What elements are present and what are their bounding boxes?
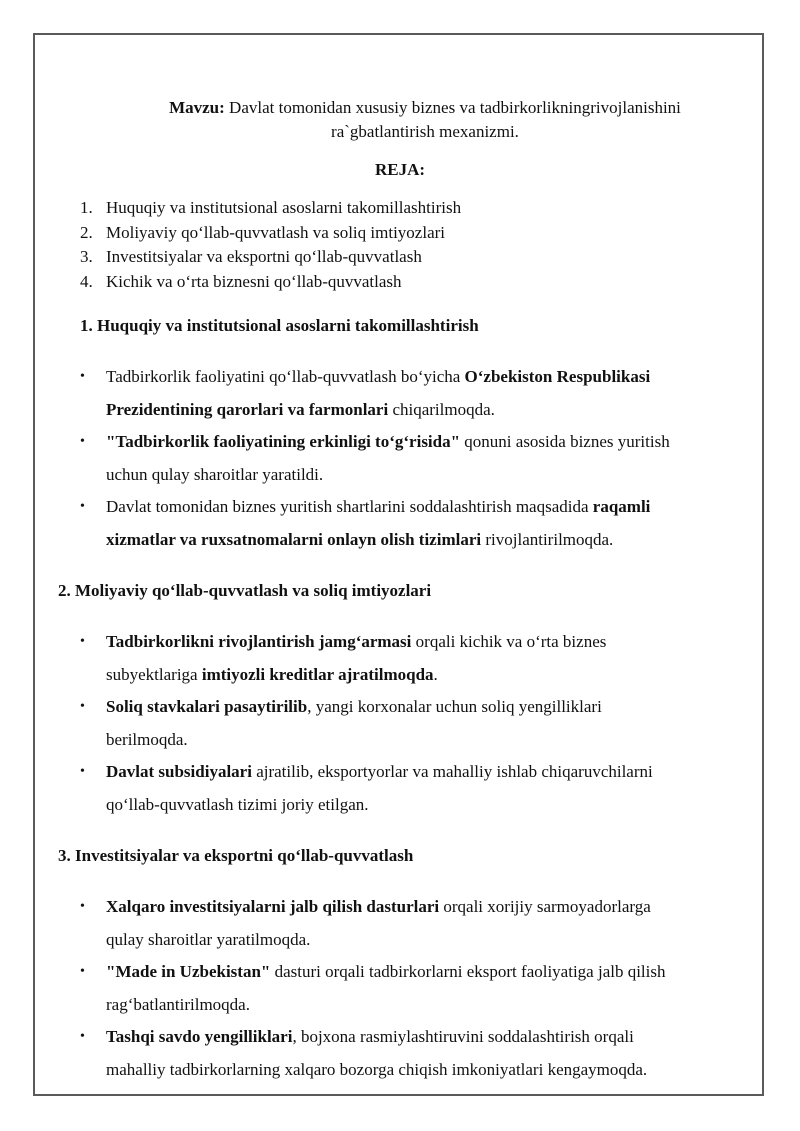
section-1-bullet-list	[80, 361, 740, 556]
plan-item-number: 4.	[80, 272, 93, 292]
bullet-icon: •	[80, 499, 85, 514]
bullet-text: dasturi orqali tadbirkorlarni eksport faoliyatiga jalb qilish	[270, 962, 666, 981]
plan-item-text: Kichik va o‘rta biznesni qo‘llab-quvvatlash	[106, 272, 402, 292]
bullet-icon: •	[80, 899, 85, 914]
plan-item-text: Huquqiy va institutsional asoslarni takomillashtirish	[106, 198, 462, 217]
bullet-bold-text: Davlat subsidiyalari	[106, 762, 252, 781]
bullet-text: chiqarilmoqda.	[388, 399, 495, 419]
bullet-bold-text: "Tadbirkorlik faoliyatining erkinligi to‘g‘risida"	[106, 432, 461, 451]
section-heading-3: 3. Investitsiyalar va eksportni qo‘llab-quvvatlash	[58, 846, 414, 865]
section-heading-2: 2. Moliyaviy qo‘llab-quvvatlash va soliq imtiyozlari	[58, 581, 432, 600]
bullet-text: mahalliy tadbirkorlarning xalqaro bozorga chiqish imkoniyatlari kengaymoqda.	[106, 1059, 648, 1079]
section-heading-1: 1. Huquqiy va institutsional asoslarni takomillashtirish	[80, 316, 479, 335]
topic-title	[140, 96, 710, 144]
plan-item-text: Moliyaviy qo‘llab-quvvatlash va soliq imtiyozlari	[106, 222, 445, 242]
bullet-bold-text: "Made in Uzbekistan"	[106, 962, 271, 981]
bullet-item	[80, 756, 740, 821]
bullet-icon: •	[80, 699, 85, 714]
plan-item-text: Investitsiyalar va eksportni qo‘llab-quvvatlash	[106, 247, 422, 267]
bullet-bold-text: Tashqi savdo yengilliklari	[106, 1027, 293, 1046]
bullet-bold-text: raqamli	[592, 497, 651, 516]
bullet-item	[80, 491, 740, 556]
bullet-icon: •	[80, 634, 85, 649]
bullet-text: qo‘llab-quvvatlash tizimi joriy etilgan.	[106, 794, 369, 814]
bullet-text: , bojxona rasmiylashtiruvini soddalashtirish orqali	[292, 1027, 634, 1046]
bullet-text: subyektlariga	[106, 664, 202, 684]
bullet-bold-text: Soliq stavkalari pasaytirilib	[106, 697, 308, 716]
plan-item-number: 2.	[80, 222, 93, 242]
plan-item	[80, 196, 461, 221]
section-3-bullet-list	[80, 891, 740, 1086]
bullet-text: Davlat tomonidan biznes yuritish shartlarini soddalashtirish maqsadida	[106, 497, 593, 516]
bullet-icon: •	[80, 1029, 85, 1044]
bullet-bold-text: Xalqaro investitsiyalarni jalb qilish dasturlari	[106, 897, 440, 916]
bullet-bold-text: xizmatlar va ruxsatnomalarni onlayn olish tizimlari	[106, 529, 482, 549]
bullet-text: ajratilib, eksportyorlar va mahalliy ishlab chiqaruvchilarni	[251, 762, 653, 781]
bullet-text: , yangi korxonalar uchun soliq yengilliklari	[307, 697, 602, 716]
bullet-item	[80, 361, 740, 426]
plan-heading: REJA:	[374, 160, 426, 179]
bullet-item	[80, 1021, 740, 1086]
topic-text-line2: ra`gbatlantirish mexanizmi.	[331, 122, 519, 141]
bullet-bold-text: O‘zbekiston Respublikasi	[464, 367, 651, 386]
bullet-text: uchun qulay sharoitlar yaratildi.	[106, 464, 324, 484]
bullet-text: orqali xorijiy sarmoyadorlarga	[439, 897, 651, 916]
plan-item-number: 1.	[80, 198, 93, 217]
bullet-text: rivojlantirilmoqda.	[481, 529, 614, 549]
bullet-icon: •	[80, 764, 85, 779]
bullet-bold-text: Tadbirkorlikni rivojlantirish jamg‘armasi	[106, 632, 412, 651]
plan-item	[80, 270, 461, 295]
topic-text-line1: Davlat tomonidan xususiy biznes va tadbirkorlikningrivojlanishini	[229, 98, 681, 117]
plan-list	[80, 196, 461, 295]
bullet-text: rag‘batlantirilmoqda.	[106, 994, 250, 1014]
bullet-text: Tadbirkorlik faoliyatini qo‘llab-quvvatlash bo‘yicha	[106, 367, 465, 386]
bullet-item	[80, 426, 740, 491]
plan-item	[80, 245, 461, 270]
bullet-item	[80, 626, 740, 691]
bullet-text: qonuni asosida biznes yuritish	[460, 432, 670, 451]
bullet-item	[80, 891, 740, 956]
plan-item-number: 3.	[80, 247, 93, 267]
bullet-icon: •	[80, 434, 85, 449]
bullet-item	[80, 691, 740, 756]
bullet-text: qulay sharoitlar yaratilmoqda.	[106, 929, 311, 949]
bullet-item	[80, 956, 740, 1021]
bullet-text: orqali kichik va o‘rta biznes	[411, 632, 607, 651]
bullet-icon: •	[80, 369, 85, 384]
bullet-text: .	[433, 664, 438, 684]
bullet-bold-text: imtiyozli kreditlar ajratilmoqda	[201, 664, 434, 684]
plan-item	[80, 221, 461, 246]
topic-label: Mavzu:	[169, 98, 225, 117]
bullet-text: berilmoqda.	[106, 729, 188, 749]
bullet-icon: •	[80, 964, 85, 979]
bullet-bold-text: Prezidentining qarorlari va farmonlari	[106, 399, 389, 419]
section-2-bullet-list	[80, 626, 740, 821]
